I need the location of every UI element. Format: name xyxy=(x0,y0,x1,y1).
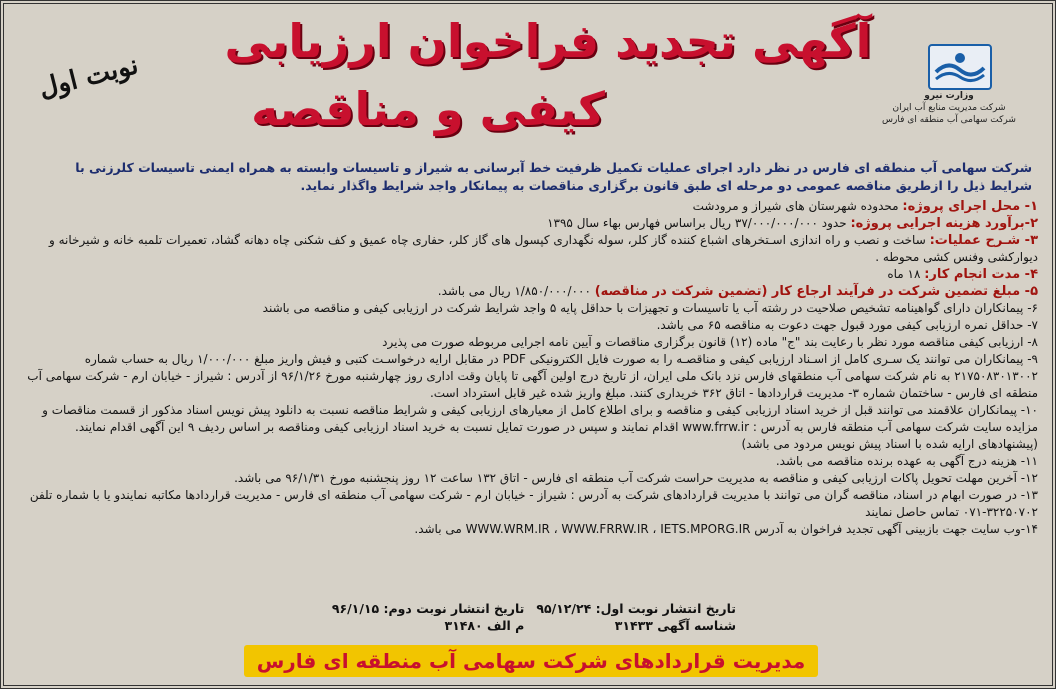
list-item xyxy=(18,317,1038,334)
title-line-2: کیفی و مناقصه xyxy=(251,82,605,136)
water-authority-logo-icon xyxy=(928,44,992,90)
list-item xyxy=(18,283,1038,300)
publication-dates xyxy=(326,600,742,634)
item-text: ۱۱- هزینه درج آگهی به عهده برنده مناقصه می باشد. xyxy=(775,454,1038,468)
list-item xyxy=(18,300,1038,317)
list-item xyxy=(18,402,1038,453)
item-label: ۳- شـرح عملیات: xyxy=(929,233,1038,248)
item-text: ۷- حداقل نمره ارزیابی کیفی مورد قبول جهت دعوت به مناقصه ۶۵ می باشد. xyxy=(656,318,1038,332)
item-label: ۵- مبلغ تضمین شرکت در فرآیند ارجاع کار (تضمین شرکت در مناقصه) xyxy=(594,284,1038,299)
item-text: ساخت و نصب و راه اندازی اسـتخرهای اشباع کننده گاز کلر، سوله نگهداری کپسول های گاز کلر، حفاری چاه عمیق و کف شکنی چاه دهانه گشاد، تعمیرات تلمبه خانه و شیرخانه و دیوارکشی وفنس کشی محوطه . xyxy=(49,233,1038,264)
second-ad-id: م الف ۳۱۴۸۰ xyxy=(444,618,525,633)
item-label: ۱- محل اجرای پروژه: xyxy=(902,199,1038,214)
list-item xyxy=(18,334,1038,351)
item-text: ۱۸ ماه xyxy=(887,267,921,281)
list-item xyxy=(18,470,1038,487)
item-text: محدوده شهرستان های شیراز و مرودشت xyxy=(692,199,899,213)
list-item xyxy=(18,351,1038,402)
items-list xyxy=(18,198,1038,538)
header xyxy=(4,4,1052,154)
item-text: ۱۰- پیمانکاران علاقمند می توانند قبل از خرید اسناد ارزیابی کیفی و مناقصه و برای اطلاع کامل از معیارهای ارزیابی کیفی و شرایط مناقصه نسبت به دانلود پیش نویس اسناد مذکور از قسمت مناقصات و مزایده سایت شرکت سهامی آب منطقه فارس به آدرس : www.frrw.ir اقدام نمایند و سپس در صورت تمایل نسبت به خرید اسناد ارزیابی کیفی ومناقصه بر اساس ردیف ۹ این آگهی اقدام نمایند. (پیشنهادهای ارایه شده با اسناد پیش نویس مردود می باشد) xyxy=(42,403,1038,451)
footer-banner: مدیریت قراردادهای شرکت سهامی آب منطقه ای فارس xyxy=(244,645,818,677)
list-item xyxy=(18,487,1038,521)
item-text: ۱۳- در صورت ابهام در اسناد، مناقصه گران می توانند با مدیریت قراردادهای شرکت به آدرس : شیراز - خیابان ارم - شرکت سهامی آب منطقه ای فارس - مدیریت قراردادها مکاتبه نمایندو یا با شماره تلفن ۳۲۲۵۰۷۰۲-۰۷۱ تماس حاصل نمایند xyxy=(29,488,1038,519)
item-text: ۱۲- آخرین مهلت تحویل پاکات ارزیابی کیفی و مناقصه به مدیریت حراست شرکت آب منطقه ای فارس - اتاق ۱۳۲ ساعت ۱۲ روز پنجشنبه مورخ ۹۶/۱/۳۱ می باشد. xyxy=(234,471,1038,485)
round-label: نوبت اول xyxy=(35,50,142,104)
item-label: ۲-برآورد هزینه اجرایی پروژه: xyxy=(850,216,1038,231)
first-ad-id: شناسه آگهی ۳۱۴۳۳ xyxy=(614,618,736,633)
item-label: ۴- مدت انجام کار: xyxy=(924,267,1038,282)
list-item xyxy=(18,521,1038,538)
list-item xyxy=(18,232,1038,266)
item-text: ۸- ارزیابی کیفی مناقصه مورد نظر با رعایت بند "ج" ماده (۱۲) قانون برگزاری مناقصات و آیین نامه اجرایی مربوطه صورت می پذیرد xyxy=(382,335,1038,349)
title-line-1: آگهی تجدید فراخوان ارزیابی xyxy=(224,14,872,68)
list-item xyxy=(18,453,1038,470)
second-publication-date: تاریخ انتشار نوبت دوم: ۹۶/۱/۱۵ xyxy=(331,601,525,616)
organization-name xyxy=(864,90,1034,126)
intro-paragraph: شرکت سهامی آب منطقه ای فارس در نظر دارد اجرای عملیات تکمیل ظرفیت خط آبرسانی به شیراز و تاسیسات وابسته به همراه ایمنی تاسیسات کلرزنی با شرایط ذیل را ازطریق مناقصه عمومی دو مرحله ای طبق قانون برگزاری مناقصات به پیمانکار واجد شرایط واگذار نماید. xyxy=(75,160,1032,193)
item-text: ۹- پیمانکاران می توانند یک سـری کامل از اسـناد ارزیابی کیفی و مناقصـه را به صورت فایل الکترونیکی PDF در مقابل ارایه درخواسـت کتبی و فیش واریز مبلغ ۱/۰۰۰/۰۰۰ ریال به حساب شماره ۲۱۷۵۰۸۳۰۱۳۰۰۲ به نام شرکت سهامی آب منطقهای فارس نزد بانک ملی ایران، از تاریخ درج اولین آگهی تا پایان وقت اداری روز چهارشنبه مورخ ۹۶/۱/۲۶ از آدرس : شیراز - خیابان ارم - شرکت سهامی آب منطقه ای فارس - ساختمان شماره ۳- مدیریت قراردادها - اتاق ۳۶۲ خریداری کنند. مبلغ واریز شده غیر قابل استرداد است. xyxy=(27,352,1038,400)
regional-company-label: شرکت سهامی آب منطقه ای فارس xyxy=(882,115,1016,125)
item-text: ۱۴-وب سایت جهت بازبینی آگهی تجدید فراخوان به آدرس WWW.WRM.IR ، WWW.FRRW.IR ، IETS.MPORG.IR می باشد. xyxy=(414,522,1038,536)
company-label: شرکت مدیریت منابع آب ایران xyxy=(892,103,1006,113)
ministry-label: وزارت نیرو xyxy=(924,91,974,101)
item-text: ۶- پیمانکاران دارای گواهینامه تشخیص صلاحیت در رشته آب یا تاسیسات و تجهیزات با حداقل پایه ۵ واجد شرایط شرکت در ارزیابی کیفی و مناقصه می باشند xyxy=(262,301,1038,315)
item-text: ۱/۸۵۰/۰۰۰/۰۰۰ ریال می باشد. xyxy=(437,284,591,298)
list-item xyxy=(18,215,1038,232)
list-item xyxy=(18,266,1038,283)
item-text: حدود ۳۷/۰۰۰/۰۰۰/۰۰۰ ریال براساس فهارس بهاء سال ۱۳۹۵ xyxy=(547,216,847,230)
first-publication-date: تاریخ انتشار نوبت اول: ۹۵/۱۲/۲۴ xyxy=(536,601,736,616)
list-item xyxy=(18,198,1038,215)
